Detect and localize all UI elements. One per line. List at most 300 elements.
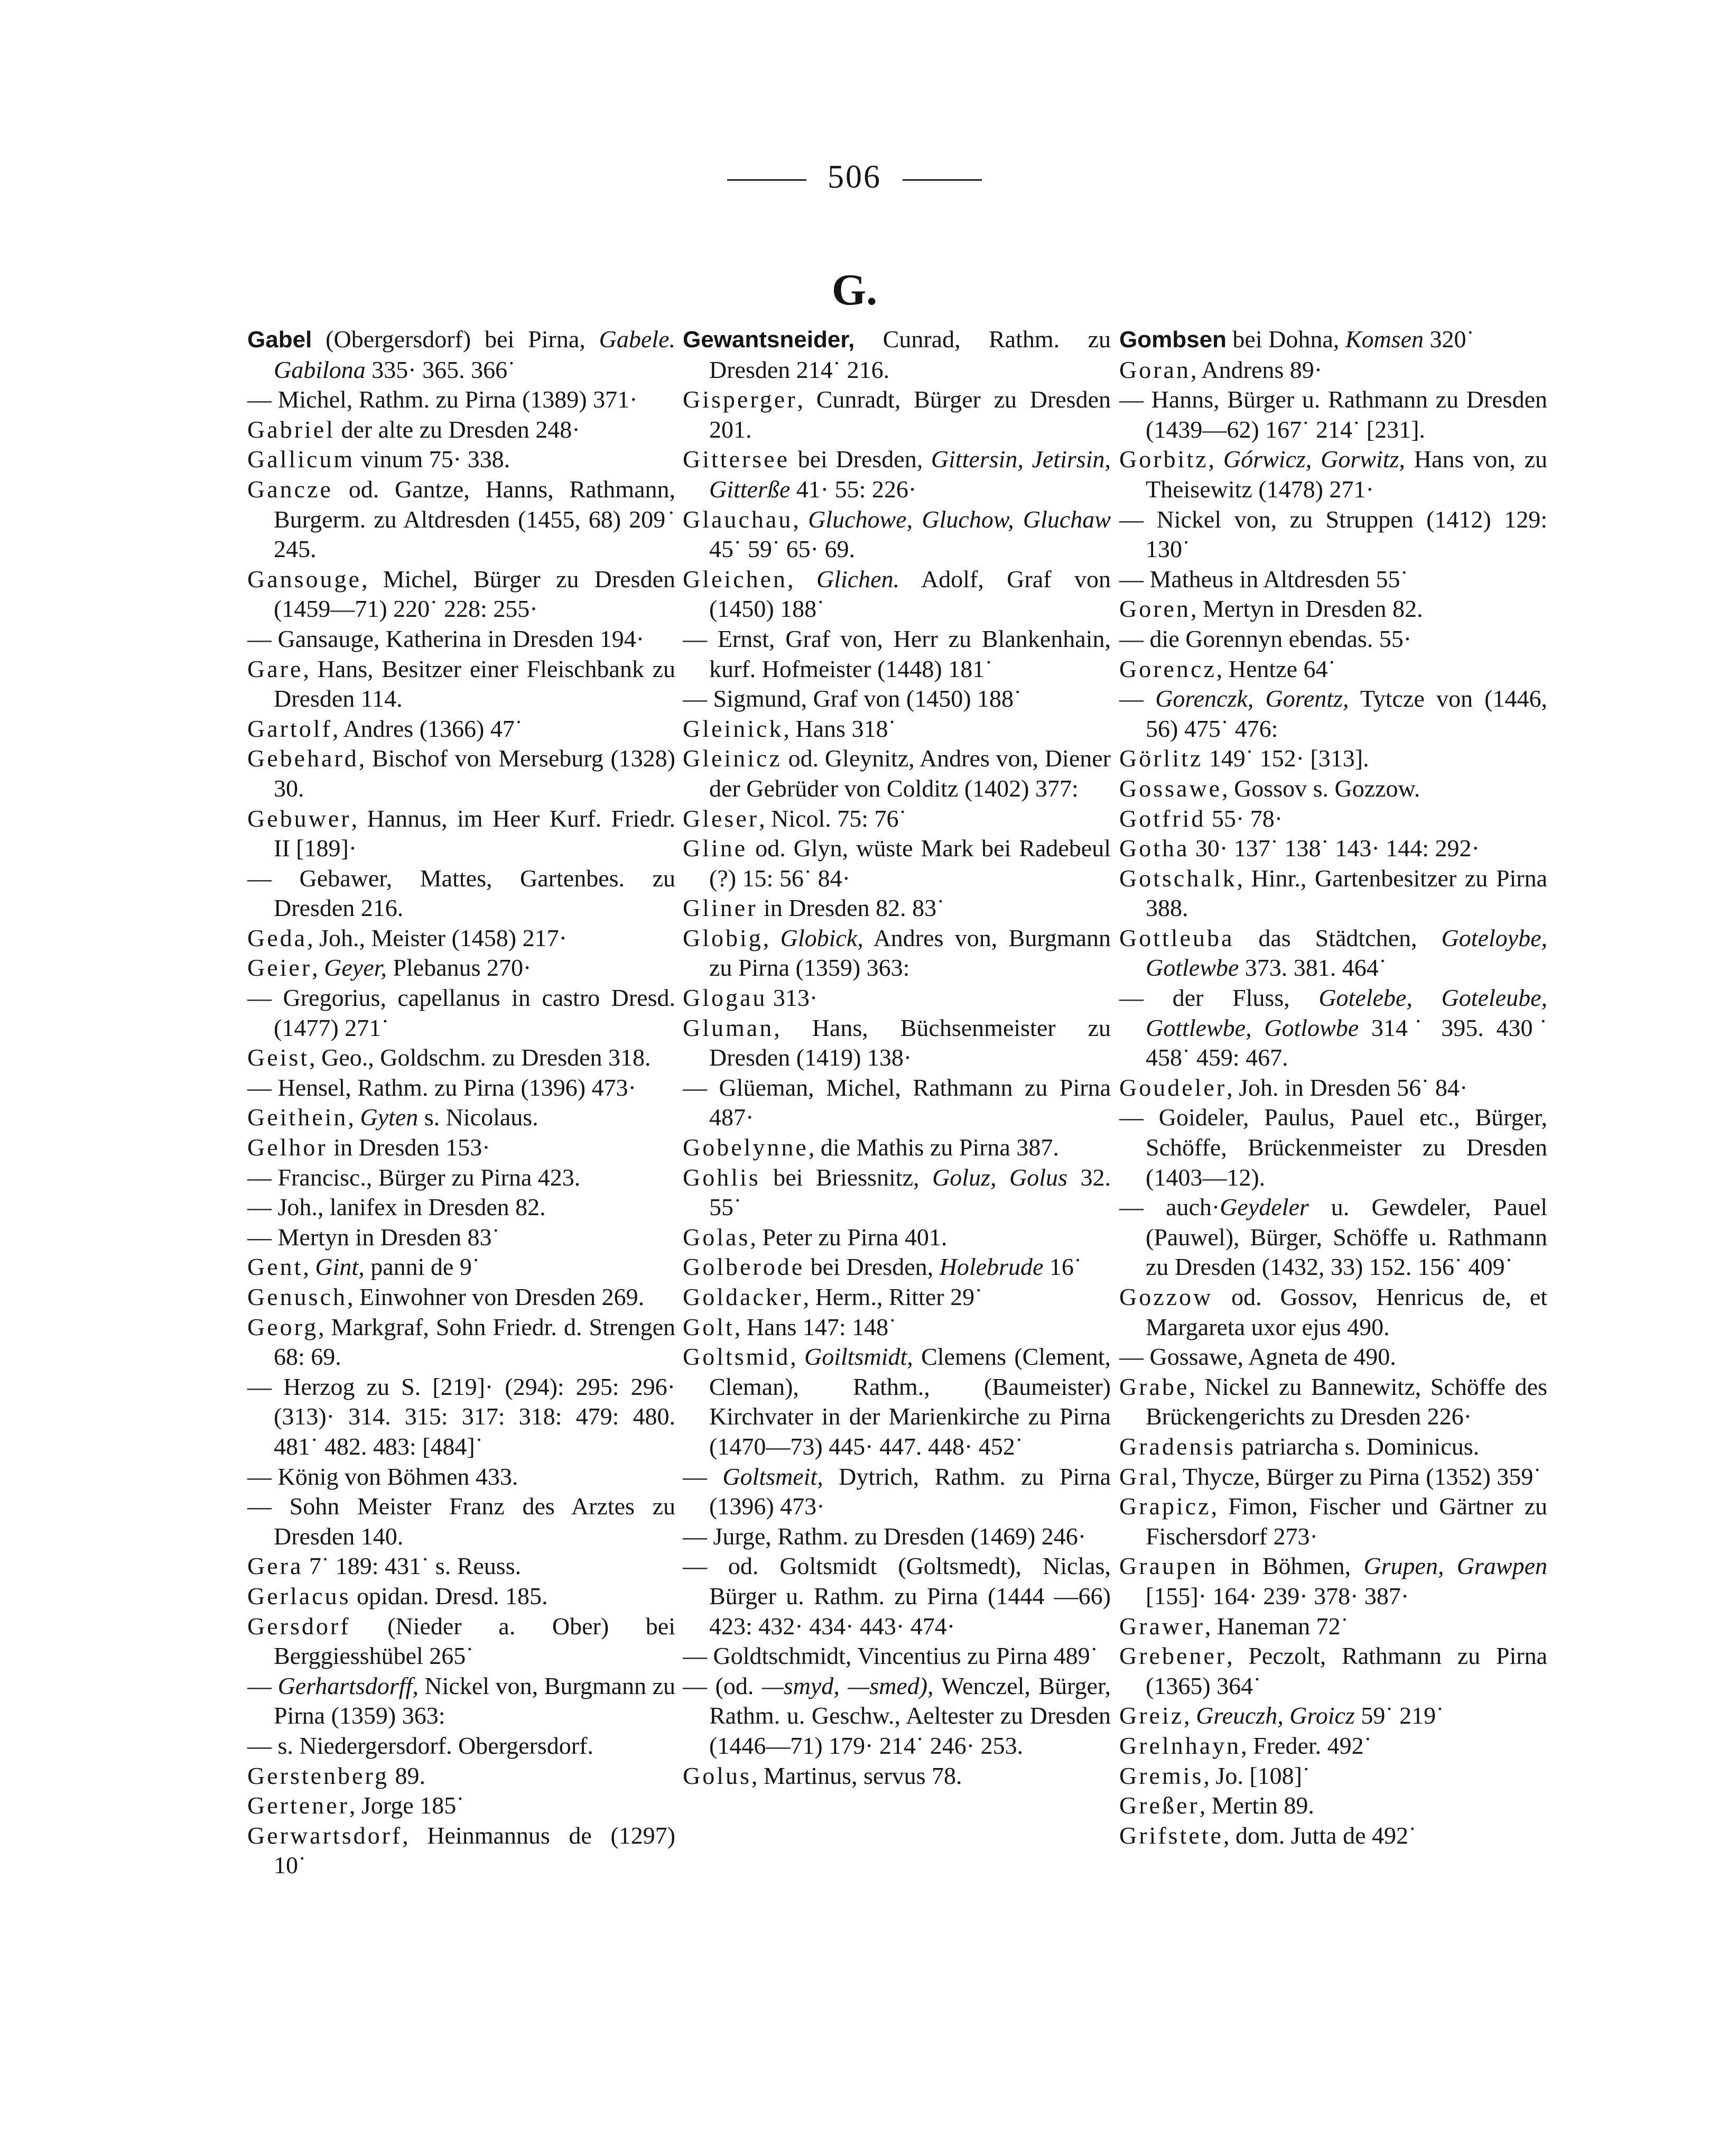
- entry-headword: Gerwartsdorf: [247, 1821, 403, 1849]
- index-entry: [1119, 684, 1547, 744]
- index-entry: [683, 1641, 1111, 1671]
- entry-text: — der Fluss,: [1119, 984, 1319, 1012]
- entry-headword: Golt: [683, 1313, 735, 1340]
- index-entry: [683, 1252, 1111, 1282]
- entry-italic-variant: Goltsmeit,: [722, 1463, 823, 1490]
- entry-references: s. Nicolaus.: [418, 1104, 538, 1131]
- index-entry: [247, 624, 675, 654]
- entry-text: der alte zu Dresden 248·: [335, 415, 580, 443]
- index-entry: [683, 834, 1111, 893]
- index-entry: [683, 804, 1111, 834]
- entry-text: ,: [312, 954, 324, 982]
- entry-headword: Gleinicz: [683, 745, 782, 772]
- entry-headword: Gewantsneider,: [683, 327, 855, 353]
- entry-text: 7˙ 189: 431˙ s. Reuss.: [303, 1552, 522, 1580]
- entry-text: —: [1119, 685, 1156, 713]
- index-entry: [247, 1462, 675, 1492]
- entry-text: , Peter zu Pirna 401.: [750, 1223, 948, 1251]
- index-entry: [1119, 445, 1547, 504]
- entry-headword: Gera: [247, 1552, 303, 1580]
- index-entry: [247, 1252, 675, 1282]
- right-rule: [903, 179, 982, 181]
- index-entry: [247, 1492, 675, 1551]
- entry-text: , Geo., Goldschm. zu Dresden 318.: [309, 1044, 651, 1071]
- entry-italic-variant: Gittersin, Jetirsin, Gitterße: [709, 446, 1111, 503]
- index-entry: [247, 1791, 675, 1821]
- entry-headword: Gersdorf: [247, 1612, 351, 1640]
- entry-headword: Genusch: [247, 1283, 347, 1310]
- entry-headword: Gleinick: [683, 715, 784, 742]
- entry-italic-variant: Górwicz, Gorwitz,: [1223, 446, 1405, 473]
- index-entry: [247, 1761, 675, 1791]
- entry-text: — Gregorius, capellanus in castro Dresd. (1477) 271˙: [247, 984, 675, 1041]
- index-entry: [1119, 1073, 1547, 1103]
- entry-italic-variant: Gotelebe, Goteleube, Gottlewbe, Gotlowbe: [1146, 984, 1548, 1041]
- index-entry: [683, 1761, 1111, 1791]
- entry-references: Clemens (Clement, Cleman), Rathm., (Baumeister) Kirchvater in der Marienkirche zu Pirna (1470—73) 445· 447. 448· 452˙: [709, 1343, 1111, 1460]
- entry-headword: Gent: [247, 1253, 303, 1281]
- entry-headword: Geithein: [247, 1104, 348, 1131]
- section-letter: G.: [831, 265, 878, 314]
- index-entry: [247, 1073, 675, 1103]
- index-entry: [247, 1581, 675, 1612]
- index-entry: [247, 983, 675, 1043]
- index-entry: [1119, 1462, 1547, 1492]
- entry-text: ,: [348, 1104, 360, 1131]
- entry-headword: Gline: [683, 835, 748, 862]
- entry-text: , dom. Jutta de 492˙: [1223, 1821, 1417, 1849]
- entry-headword: Greiz: [1119, 1702, 1184, 1729]
- entry-text: ,: [763, 924, 781, 951]
- entry-headword: Globig: [683, 924, 763, 951]
- entry-headword: Geier: [247, 954, 312, 982]
- index-entry: [247, 1103, 675, 1133]
- entry-references: u. Gewdeler, Pauel (Pauwel), Bürger, Schöffe u. Rathmann zu Dresden (1432, 33) 152. 156˙ 409˙: [1146, 1193, 1547, 1281]
- entry-headword: Gabriel: [247, 415, 335, 443]
- index-entry: [1119, 923, 1547, 983]
- index-entry: [683, 1551, 1111, 1641]
- index-entry: [1119, 983, 1547, 1073]
- entry-headword: Golas: [683, 1223, 750, 1251]
- entry-references: Andres von, Burgmann zu Pirna (1359) 363:: [709, 924, 1111, 982]
- entry-text: —: [247, 1672, 278, 1699]
- index-entry: [1119, 834, 1547, 864]
- entry-headword: Gobelynne: [683, 1134, 809, 1161]
- entry-headword: Gittersee: [683, 446, 790, 473]
- index-entry: [1119, 1192, 1547, 1282]
- entry-text: Cunrad, Rathm. zu Dresden 214˙ 216.: [709, 326, 1111, 383]
- index-entry: [683, 1163, 1111, 1223]
- entry-text: , Nicol. 75: 76˙: [759, 804, 907, 832]
- index-entry: [1119, 565, 1547, 595]
- entry-text: 30· 137˙ 138˙ 143· 144: 292·: [1189, 835, 1480, 862]
- entry-headword: Gotfrid: [1119, 804, 1206, 832]
- index-entry: [1119, 1791, 1547, 1821]
- entry-text: bei Dohna,: [1226, 326, 1345, 353]
- entry-headword: Georg: [247, 1313, 319, 1340]
- index-entry: [247, 1671, 675, 1731]
- entry-italic-variant: —smyd, —smed),: [761, 1672, 934, 1699]
- entry-references: 45˙ 59˙ 65· 69.: [709, 535, 855, 563]
- index-entry: [1119, 1612, 1547, 1642]
- entry-headword: Gotha: [1119, 835, 1190, 862]
- entry-italic-variant: Greuczh, Groicz: [1196, 1702, 1355, 1729]
- entry-text: 313·: [767, 984, 818, 1012]
- index-entry: [1119, 505, 1547, 565]
- entry-headword: Gremis: [1119, 1762, 1204, 1789]
- index-entry: [247, 1821, 675, 1881]
- entry-headword: Gombsen: [1119, 327, 1227, 353]
- entry-text: , Jo. [108]˙: [1203, 1762, 1311, 1789]
- entry-references: Adolf, Graf von (1450) 188˙: [709, 565, 1111, 623]
- entry-references: Dytrich, Rathm. zu Pirna (1396) 473·: [709, 1463, 1111, 1520]
- index-entry: [683, 505, 1111, 565]
- entry-headword: Gare: [247, 655, 303, 682]
- entry-text: , Andrens 89·: [1190, 356, 1323, 383]
- entry-text: , Hans 318˙: [783, 715, 896, 742]
- entry-headword: Gisperger: [683, 386, 797, 413]
- entry-headword: Gral: [1119, 1463, 1171, 1490]
- entry-text: —: [683, 1463, 723, 1490]
- entry-headword: Grifstete: [1119, 1821, 1223, 1849]
- entry-text: , Cunradt, Bürger zu Dresden 201.: [709, 386, 1111, 443]
- entry-text: — Gansauge, Katherina in Dresden 194·: [247, 625, 645, 652]
- index-entry: [1119, 355, 1547, 385]
- index-entry: [1119, 864, 1547, 923]
- entry-text: od. Glyn, wüste Mark bei Radebeul (?) 15: 56˙ 84·: [709, 835, 1111, 892]
- entry-references: panni de 9˙: [364, 1253, 480, 1281]
- entry-references: 314˙ 395. 430˙ 458˙ 459: 467.: [1146, 1014, 1547, 1071]
- entry-text: — auch·: [1119, 1193, 1220, 1221]
- index-entry: [1119, 1821, 1547, 1851]
- entry-text: , Einwohner von Dresden 269.: [347, 1283, 645, 1310]
- page-number: [0, 159, 1709, 196]
- entry-headword: Grapicz: [1119, 1493, 1211, 1520]
- entry-text: — Hensel, Rathm. zu Pirna (1396) 473·: [247, 1074, 636, 1101]
- entry-text: , Michel, Bürger zu Dresden (1459—71) 220˙ 228: 255·: [274, 565, 675, 623]
- index-entry: [683, 1342, 1111, 1461]
- entry-headword: Gartolf: [247, 715, 332, 742]
- entry-italic-variant: Gerhartsdorff,: [277, 1672, 419, 1699]
- index-column-3: [1119, 325, 1547, 1850]
- index-entry: [247, 1163, 675, 1193]
- index-entry: [1119, 1103, 1547, 1192]
- entry-references: Tytcze von (1446, 56) 475˙ 476:: [1146, 685, 1547, 742]
- index-entry: [683, 744, 1111, 803]
- entry-headword: Grawer: [1119, 1612, 1205, 1640]
- entry-headword: Grebener: [1119, 1642, 1227, 1670]
- entry-references: 59˙ 219˙: [1354, 1702, 1444, 1729]
- index-entry: [247, 565, 675, 624]
- index-entry: [1119, 1761, 1547, 1791]
- index-entry: [247, 804, 675, 864]
- index-entry: [683, 624, 1111, 684]
- index-entry: [683, 1462, 1111, 1522]
- index-entry: [683, 445, 1111, 504]
- entry-text: , Haneman 72˙: [1204, 1612, 1349, 1640]
- entry-text: — Francisc., Bürger zu Pirna 423.: [247, 1163, 581, 1191]
- entry-headword: Gorencz: [1119, 655, 1216, 682]
- index-entry: [683, 1013, 1111, 1073]
- entry-text: in Böhmen,: [1218, 1552, 1364, 1580]
- entry-headword: Glogau: [683, 984, 767, 1012]
- entry-text: , Hans 147: 148˙: [734, 1313, 897, 1340]
- entry-text: ,: [303, 1253, 315, 1281]
- entry-italic-variant: Holebrude: [939, 1253, 1044, 1281]
- index-entry: [683, 714, 1111, 744]
- entry-references: 335· 365. 366˙: [365, 356, 516, 383]
- entry-text: , Heinmannus de (1297) 10˙: [274, 1821, 675, 1879]
- entry-text: , Mertin 89.: [1199, 1792, 1314, 1819]
- entry-text: bei Briessnitz,: [760, 1163, 933, 1191]
- entry-text: — (od.: [683, 1672, 762, 1699]
- index-entry: [247, 1223, 675, 1253]
- entry-text: — Joh., lanifex in Dresden 82.: [247, 1193, 546, 1221]
- index-entry: [1119, 594, 1547, 624]
- index-entry: [247, 445, 675, 475]
- entry-text: — Matheus in Altdresden 55˙: [1119, 565, 1408, 593]
- entry-headword: Grabe: [1119, 1373, 1190, 1400]
- index-entry: [247, 1612, 675, 1671]
- entry-text: — Sohn Meister Franz des Arztes zu Dresden 140.: [247, 1493, 675, 1550]
- entry-headword: Gottleuba: [1119, 924, 1234, 951]
- index-entry: [1119, 1701, 1547, 1731]
- entry-headword: Golus: [683, 1762, 751, 1789]
- entry-headword: Gradensis: [1119, 1432, 1236, 1460]
- entry-references: Hans von, zu Theisewitz (1478) 271·: [1146, 446, 1547, 503]
- entry-italic-variant: Goiltsmidt,: [804, 1343, 913, 1371]
- entry-text: , Hans, Besitzer einer Fleischbank zu Dresden 114.: [274, 655, 675, 713]
- index-entry: [247, 475, 675, 565]
- entry-references: 32. 55˙: [709, 1163, 1111, 1221]
- index-entry: [1119, 654, 1547, 684]
- index-entry: [1119, 1731, 1547, 1761]
- entry-text: — die Gorennyn ebendas. 55·: [1119, 625, 1412, 652]
- entry-text: ,: [1184, 1702, 1196, 1729]
- entry-text: , Jorge 185˙: [349, 1792, 465, 1819]
- entry-headword: Gerstenberg: [247, 1762, 389, 1789]
- index-entry: [247, 1731, 675, 1761]
- entry-text: , Fimon, Fischer und Gärtner zu Fischersdorf 273·: [1146, 1493, 1547, 1550]
- index-entry: [683, 1073, 1111, 1133]
- entry-headword: Gluman: [683, 1014, 774, 1041]
- entry-headword: Gliner: [683, 894, 758, 922]
- index-entry: [683, 923, 1111, 983]
- index-entry: [683, 1133, 1111, 1163]
- entry-italic-variant: Geyer,: [324, 954, 387, 982]
- entry-text: , Markgraf, Sohn Friedr. d. Strengen 68: 69.: [274, 1313, 675, 1371]
- entry-italic-variant: Gluchowe, Gluchow, Gluchaw: [808, 505, 1111, 533]
- entry-text: , Gossov s. Gozzow.: [1222, 774, 1420, 802]
- entry-headword: Gallicum: [247, 446, 355, 473]
- entry-text: — Nickel von, zu Struppen (1412) 129: 130˙: [1119, 505, 1547, 563]
- page-number-text: 506: [828, 159, 881, 195]
- entry-headword: Goltsmid: [683, 1343, 791, 1371]
- index-entry: [247, 1192, 675, 1223]
- entry-italic-variant: Gint,: [315, 1253, 365, 1281]
- entry-text: — König von Böhmen 433.: [247, 1463, 518, 1490]
- entry-text: — Goideler, Paulus, Pauel etc., Bürger, Schöffe, Brückenmeister zu Dresden (1403—12).: [1119, 1104, 1547, 1191]
- entry-headword: Gerlacus: [247, 1582, 351, 1609]
- entry-headword: Goudeler: [1119, 1074, 1227, 1101]
- entry-text: , Herm., Ritter 29˙: [803, 1283, 983, 1310]
- entry-headword: Gelhor: [247, 1134, 328, 1161]
- index-entry: [1119, 744, 1547, 774]
- entry-text: , Mertyn in Dresden 82.: [1190, 595, 1423, 623]
- entry-references: 320˙: [1424, 326, 1474, 353]
- index-entry: [1119, 1551, 1547, 1611]
- entry-text: ,: [1208, 446, 1223, 473]
- entry-text: , Thycze, Bürger zu Pirna (1352) 359˙: [1171, 1463, 1541, 1490]
- entry-italic-variant: Glichen.: [816, 565, 900, 593]
- entry-references: Plebanus 270·: [386, 954, 532, 982]
- entry-text: , Martinus, servus 78.: [751, 1762, 962, 1789]
- entry-headword: Goran: [1119, 356, 1191, 383]
- entry-headword: Gorbitz: [1119, 446, 1209, 473]
- index-entry: [247, 385, 675, 415]
- entry-text: (Obergersdorf) bei Pirna,: [312, 326, 599, 353]
- entry-italic-variant: Grupen, Grawpen: [1363, 1552, 1547, 1580]
- index-entry: [683, 325, 1111, 385]
- entry-headword: Gabel: [247, 327, 312, 353]
- left-rule: [727, 179, 806, 181]
- entry-italic-variant: Gabele. Gabilona: [274, 326, 675, 383]
- entry-headword: Gozzow: [1119, 1283, 1213, 1310]
- entry-text: vinum 75· 338.: [355, 446, 510, 473]
- entry-headword: Geda: [247, 924, 308, 951]
- entry-references: Nickel von, Burgmann zu Pirna (1359) 363:: [274, 1672, 676, 1729]
- entry-headword: Geist: [247, 1044, 310, 1071]
- index-entry: [247, 1312, 675, 1372]
- index-entry: [1119, 624, 1547, 654]
- entry-text: od. Gossov, Henricus de, et Margareta uxor ejus 490.: [1146, 1283, 1547, 1340]
- index-entry: [247, 1551, 675, 1581]
- entry-text: , Joh., Meister (1458) 217·: [307, 924, 567, 951]
- entry-text: — Herzog zu S. [219]· (294): 295: 296· (313)· 314. 315: 317: 318: 479: 480. 481˙ 482. 483: [484]˙: [247, 1373, 675, 1460]
- entry-text: od. Gantze, Hanns, Rathmann, Burgerm. zu Altdresden (1455, 68) 209˙ 245.: [274, 475, 675, 563]
- index-entry: [1119, 325, 1547, 355]
- index-entry: [247, 1043, 675, 1073]
- entry-text: ,: [787, 565, 816, 593]
- index-entry: [247, 744, 675, 803]
- entry-text: , Andres (1366) 47˙: [332, 715, 523, 742]
- entry-text: , Joh. in Dresden 56˙ 84·: [1227, 1074, 1468, 1101]
- entry-text: patriarcha s. Dominicus.: [1235, 1432, 1480, 1460]
- entry-headword: Gotschalk: [1119, 864, 1237, 892]
- index-entry: [683, 1522, 1111, 1552]
- index-entry: [683, 385, 1111, 445]
- entry-headword: Glauchau: [683, 505, 793, 533]
- entry-headword: Görlitz: [1119, 745, 1203, 772]
- entry-text: — Michel, Rathm. zu Pirna (1389) 371·: [247, 386, 638, 413]
- entry-text: — Mertyn in Dresden 83˙: [247, 1223, 500, 1251]
- index-entry: [247, 1282, 675, 1312]
- entry-text: in Dresden 82. 83˙: [757, 894, 945, 922]
- entry-text: — Gebawer, Mattes, Gartenbes. zu Dresden 216.: [247, 864, 675, 922]
- entry-italic-variant: Gorenczk, Gorentz,: [1155, 685, 1349, 713]
- index-entry: [247, 923, 675, 954]
- entry-text: — Hanns, Bürger u. Rathmann zu Dresden (1439—62) 167˙ 214˙ [231].: [1119, 386, 1547, 443]
- index-entry: [247, 325, 675, 385]
- entry-headword: Gleser: [683, 804, 759, 832]
- index-entry: [683, 1223, 1111, 1253]
- entry-text: — Sigmund, Graf von (1450) 188˙: [683, 685, 1022, 713]
- entry-references: [155]· 164· 239· 378· 387·: [1146, 1582, 1409, 1609]
- entry-references: Wenczel, Bürger, Rathm. u. Geschw., Aeltester zu Dresden (1446—71) 179· 214˙ 246· 253.: [709, 1672, 1111, 1759]
- index-entry: [1119, 1372, 1547, 1432]
- entry-text: — od. Goltsmidt (Goltsmedt), Niclas, Bürger u. Rathm. zu Pirna (1444 —66) 423: 432· 434· 443· 474·: [683, 1552, 1111, 1640]
- index-entry: [683, 565, 1111, 624]
- entry-text: in Dresden 153·: [327, 1134, 490, 1161]
- entry-references: 16˙: [1043, 1253, 1082, 1281]
- entry-text: , Peczolt, Rathmann zu Pirna (1365) 364˙: [1146, 1642, 1547, 1699]
- entry-text: — Goldtschmidt, Vincentius zu Pirna 489˙: [683, 1642, 1098, 1670]
- entry-text: bei Dresden,: [790, 446, 931, 473]
- index-entry: [1119, 1282, 1547, 1342]
- index-entry: [1119, 385, 1547, 445]
- entry-headword: Gertener: [247, 1792, 349, 1819]
- entry-text: — s. Niedergersdorf. Obergersdorf.: [247, 1732, 593, 1759]
- index-entry: [683, 1282, 1111, 1312]
- entry-headword: Gleichen: [683, 565, 788, 593]
- entry-headword: Gancze: [247, 475, 333, 503]
- index-entry: [683, 1312, 1111, 1343]
- entry-text: od. Gleynitz, Andres von, Diener der Gebrüder von Colditz (1402) 377:: [709, 745, 1111, 802]
- entry-text: 149˙ 152· [313].: [1203, 745, 1369, 772]
- entry-headword: Gohlis: [683, 1163, 760, 1191]
- index-entry: [247, 953, 675, 983]
- entry-text: das Städtchen,: [1234, 924, 1442, 951]
- entry-text: , Bischof von Merseburg (1328) 30.: [274, 745, 675, 802]
- index-entry: [683, 893, 1111, 923]
- index-entry: [247, 864, 675, 923]
- entry-text: , die Mathis zu Pirna 387.: [808, 1134, 1059, 1161]
- entry-headword: Gansouge: [247, 565, 361, 593]
- entry-headword: Gossawe: [1119, 774, 1222, 802]
- entry-headword: Goren: [1119, 595, 1191, 623]
- entry-references: 41· 55: 226·: [790, 475, 917, 503]
- entry-text: , Hinr., Gartenbesitzer zu Pirna 388.: [1146, 864, 1547, 922]
- index-entry: [1119, 1432, 1547, 1462]
- index-entry: [247, 714, 675, 744]
- entry-references: 373. 381. 464˙: [1239, 954, 1387, 982]
- entry-italic-variant: Komsen: [1345, 326, 1424, 353]
- entry-text: ,: [790, 1343, 805, 1371]
- entry-italic-variant: Goteloybe, Gotlewbe: [1146, 924, 1547, 982]
- index-entry: [1119, 1492, 1547, 1551]
- entry-text: , Hentze 64˙: [1216, 655, 1336, 682]
- entry-text: 89.: [388, 1762, 425, 1789]
- entry-text: , Nickel zu Bannewitz, Schöffe des Brückengerichts zu Dresden 226·: [1146, 1373, 1547, 1430]
- index-entry: [1119, 1342, 1547, 1372]
- entry-headword: Gebuwer: [247, 804, 351, 832]
- entry-text: — Gossawe, Agneta de 490.: [1119, 1343, 1396, 1371]
- index-entry: [1119, 804, 1547, 834]
- index-entry: [247, 654, 675, 714]
- entry-text: , Freder. 492˙: [1241, 1732, 1372, 1759]
- index-entry: [1119, 774, 1547, 804]
- entry-headword: Goldacker: [683, 1283, 803, 1310]
- entry-text: ,: [793, 505, 809, 533]
- entry-text: — Ernst, Graf von, Herr zu Blankenhain, kurf. Hofmeister (1448) 181˙: [683, 625, 1111, 682]
- entry-text: , Hannus, im Heer Kurf. Friedr. II [189]·: [274, 804, 675, 862]
- entry-headword: Grelnhayn: [1119, 1732, 1241, 1759]
- entry-italic-variant: Goluz, Golus: [932, 1163, 1067, 1191]
- index-entry: [683, 983, 1111, 1013]
- entry-text: , Hans, Büchsenmeister zu Dresden (1419) 138·: [709, 1014, 1111, 1071]
- entry-text: — Jurge, Rathm. zu Dresden (1469) 246·: [683, 1522, 1086, 1550]
- entry-text: — Glüeman, Michel, Rathmann zu Pirna 487·: [683, 1074, 1111, 1131]
